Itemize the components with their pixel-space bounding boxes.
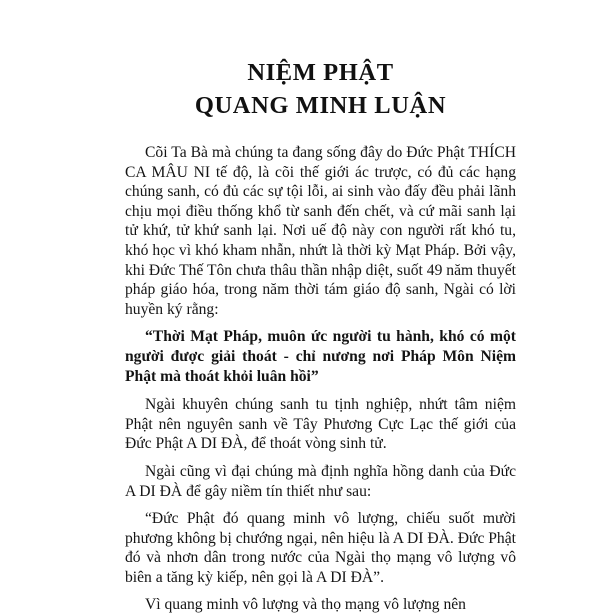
title-line-2: QUANG MINH LUẬN <box>194 92 447 119</box>
paragraph-definition-quote: “Đức Phật đó quang minh vô lượng, chiếu suốt mười phương không bị chướng ngại, nên hiệu là A DI ĐÀ. Đức Phật đó và nhơn dân trong nước của Ngài thọ mạng vô lượng vô biên a tăng kỳ kiếp, nên gọi là A DI ĐÀ”. <box>125 510 516 586</box>
paragraph-definition-intro: Ngài cũng vì đại chúng mà định nghĩa hồng danh của Đức A DI ĐÀ để gây niềm tín thiết như sau: <box>125 462 516 500</box>
quote-prophecy: “Thời Mạt Pháp, muôn ức người tu hành, khó có một người được giải thoát - chỉ nương nơi Pháp Môn Niệm Phật mà thoát khỏi luân hồi” <box>125 328 516 385</box>
paragraph-continuation: Vì quang minh vô lượng và thọ mạng vô lượng nên <box>145 596 466 614</box>
paragraph-advice: Ngài khuyên chúng sanh tu tịnh nghiệp, nhứt tâm niệm Phật nên nguyên sanh về Tây Phương Cực Lạc thế giới của Đức Phật A DI ĐÀ, để thoát vòng sinh tử. <box>125 396 516 453</box>
title-line-1: NIỆM PHẬT <box>247 59 394 86</box>
body-text <box>125 143 516 615</box>
page-title <box>125 56 516 122</box>
paragraph-intro: Cõi Ta Bà mà chúng ta đang sống đây do Đức Phật THÍCH CA MÂU NI tế độ, là cõi thế giới ác trược, có đủ các hạng chúng sanh, có đủ các sự tội lỗi, ai sinh vào đấy đều phải lãnh chịu mọi điều thống khổ từ sanh đến chết, và cứ mãi sanh lại tử khứ, tử khứ sanh lại. Nơi uế độ này con người rất khó tu, khó học vì khó kham nhẫn, nhứt là thời kỳ Mạt Pháp. Bởi vậy, khi Đức Thế Tôn chưa thâu thần nhập diệt, suốt 49 năm thuyết pháp giáo hóa, trong năm thời tám giáo độ sanh, Ngài có lời huyền ký rằng: <box>125 144 516 318</box>
